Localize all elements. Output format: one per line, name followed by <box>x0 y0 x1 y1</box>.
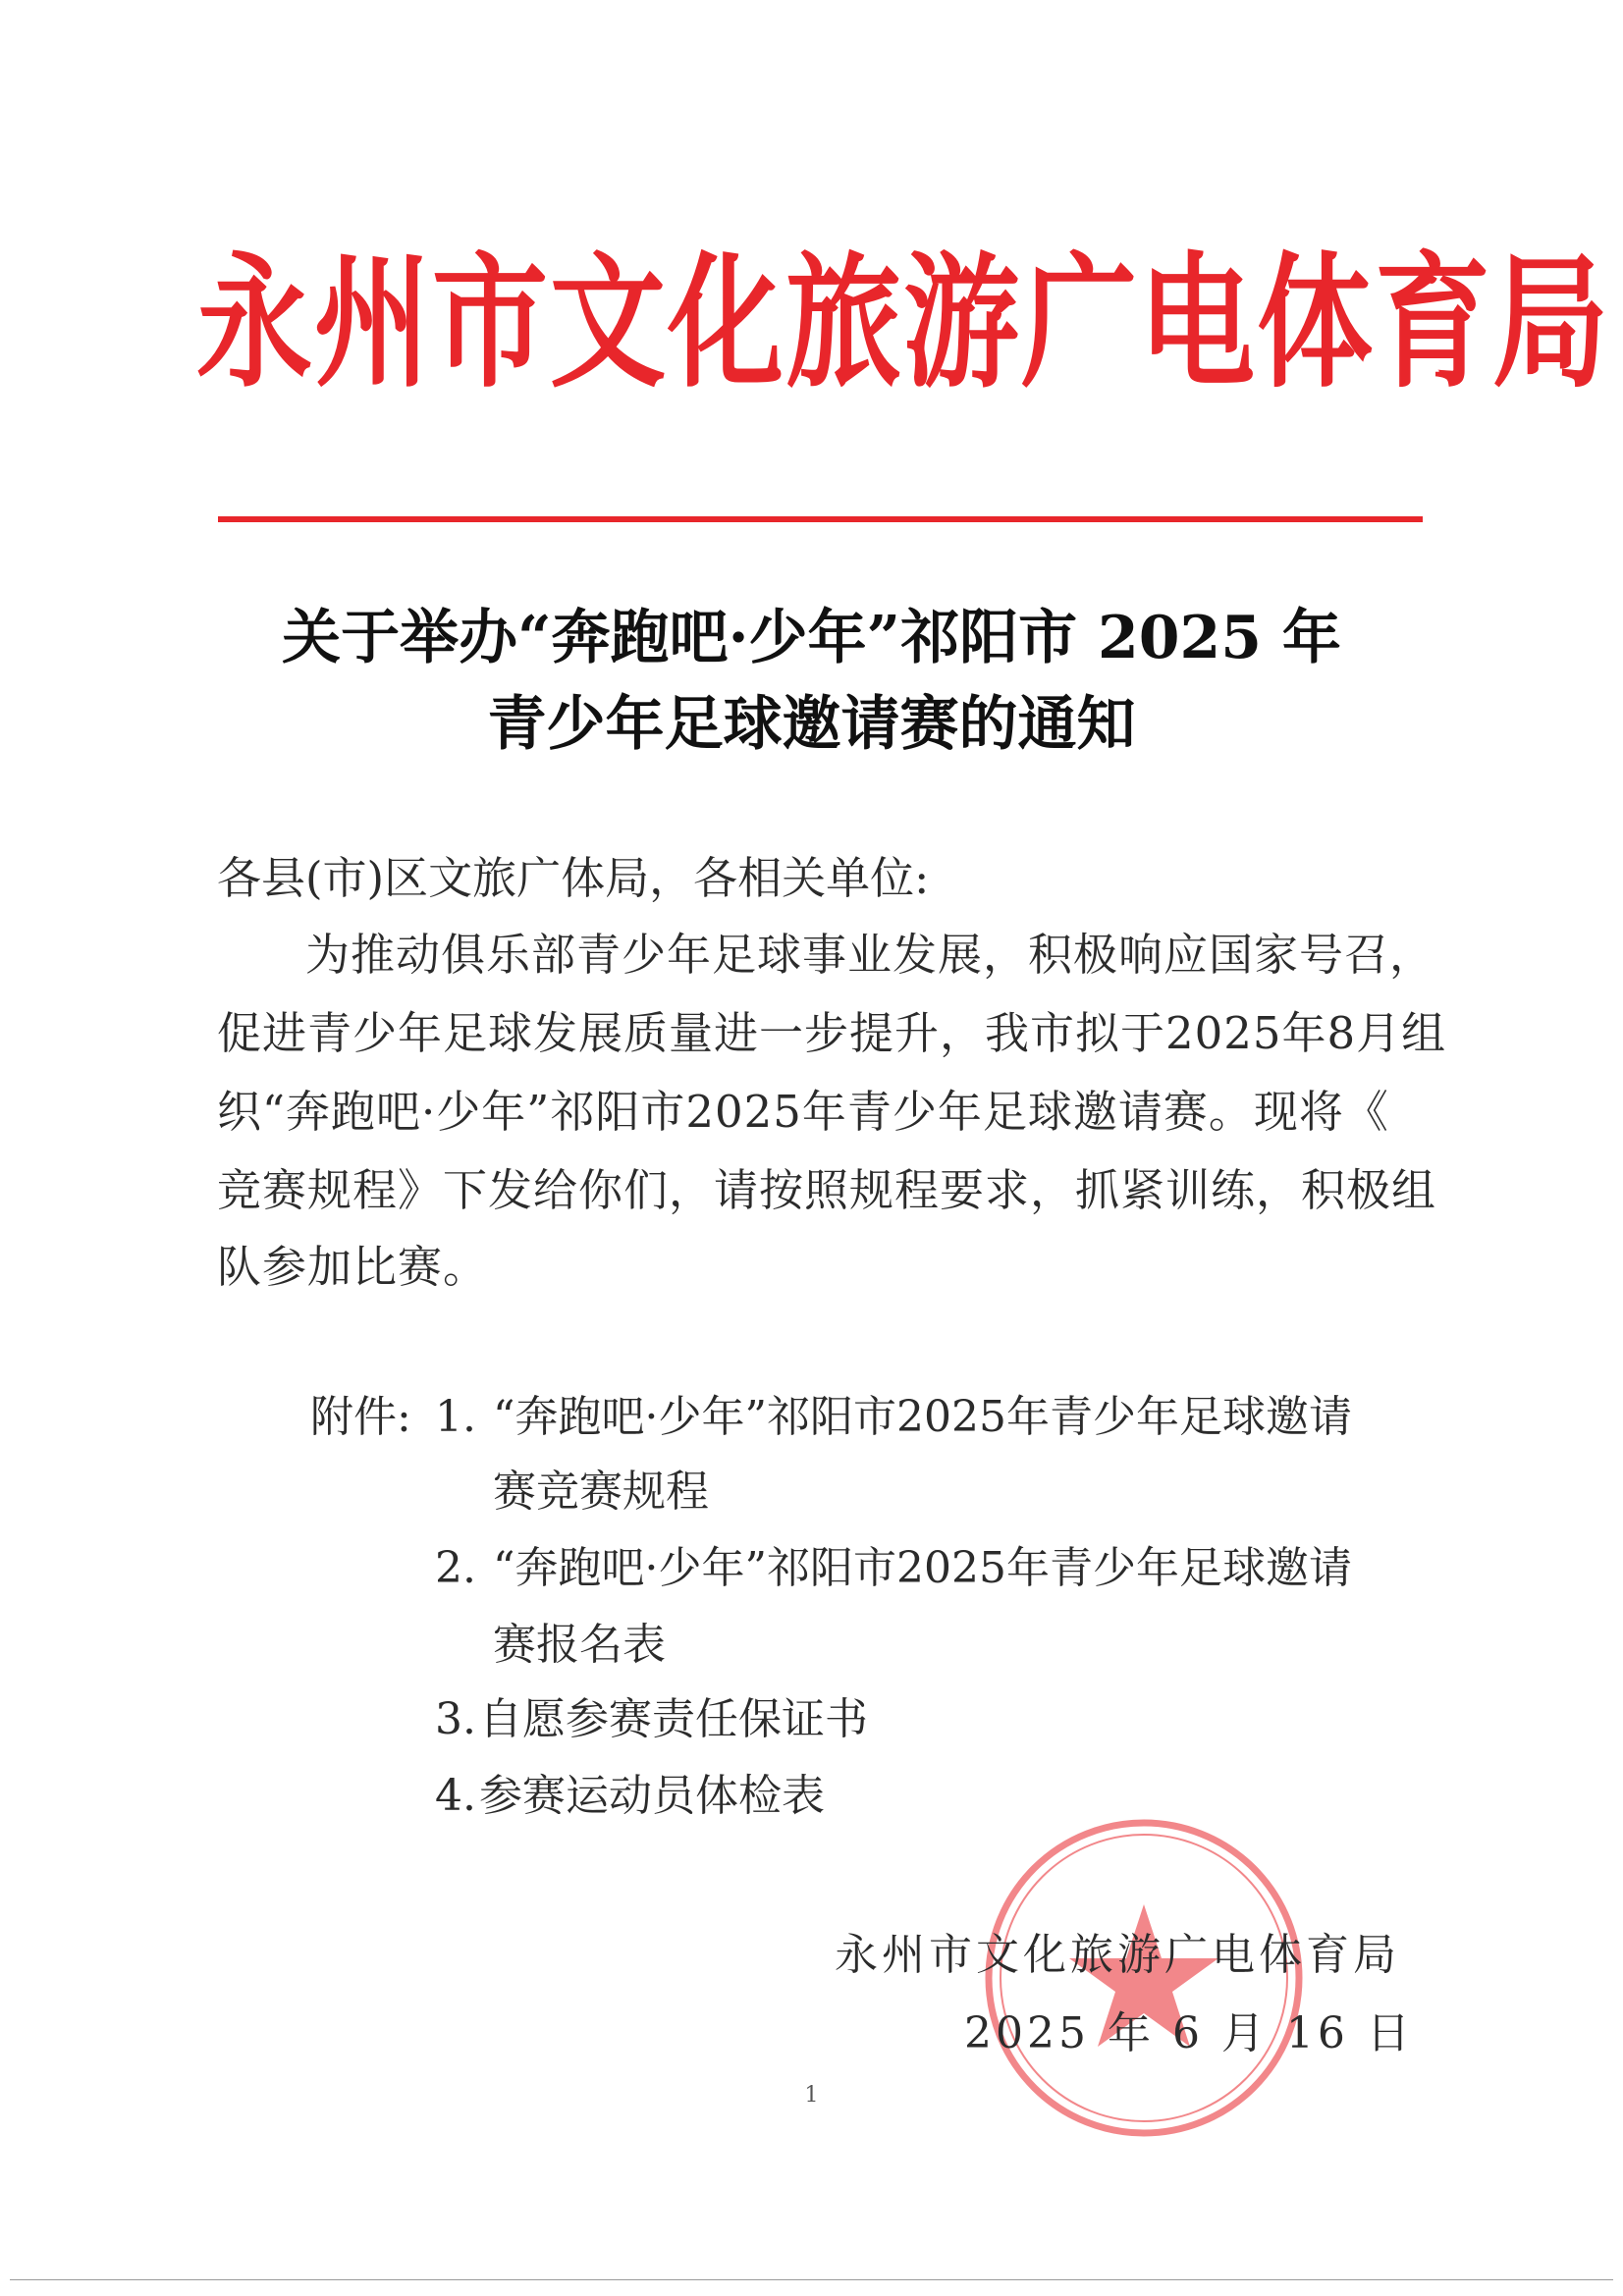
body-line-4: 竞赛规程》下发给你们，请按照规程要求，抓紧训练，积极组 <box>217 1164 1437 1216</box>
document-title-line-2: 青少年足球邀请赛的通知 <box>487 690 1136 759</box>
body-line-5: 队参加比赛。 <box>217 1241 489 1293</box>
attachment-2-line-2: 赛报名表 <box>493 1620 666 1670</box>
attachment-1-line-2: 赛竞赛规程 <box>493 1467 709 1517</box>
body-line-3: 织“奔跑吧·少年”祁阳市2025年青少年足球邀请赛。现将《 <box>217 1086 1389 1138</box>
attachment-1-number: 1. <box>435 1392 476 1442</box>
attachment-1-line-1: “奔跑吧·少年”祁阳市2025年青少年足球邀请 <box>493 1392 1352 1442</box>
body-line-1: 为推动俱乐部青少年足球事业发展，积极响应国家号召， <box>305 929 1435 981</box>
red-divider-rule <box>218 516 1423 522</box>
attachment-2-number: 2. <box>435 1543 476 1593</box>
page-bottom-edge <box>10 2279 1613 2280</box>
document-title-line-1: 关于举办“奔跑吧·少年”祁阳市 2025 年 <box>282 604 1341 672</box>
attachment-4-line-1: 参赛运动员体检表 <box>479 1771 825 1821</box>
masthead-org-name: 永州市文化旅游广电体育局 <box>196 237 1611 407</box>
attachment-3-line-1: 自愿参赛责任保证书 <box>479 1694 868 1744</box>
body-line-2: 促进青少年足球发展质量进一步提升，我市拟于2025年8月组 <box>217 1007 1447 1059</box>
signature-organization: 永州市文化旅游广电体育局 <box>835 1930 1400 1980</box>
signature-date: 2025 年 6 月 16 日 <box>964 2008 1414 2058</box>
attachment-3-number: 3. <box>435 1694 476 1744</box>
attachment-2-line-1: “奔跑吧·少年”祁阳市2025年青少年足球邀请 <box>493 1543 1352 1593</box>
attachments-label: 附件: <box>310 1392 411 1442</box>
salutation: 各县(市)区文旅广体局，各相关单位: <box>217 852 930 904</box>
attachment-4-number: 4. <box>435 1771 476 1821</box>
page-number: 1 <box>804 2083 819 2108</box>
